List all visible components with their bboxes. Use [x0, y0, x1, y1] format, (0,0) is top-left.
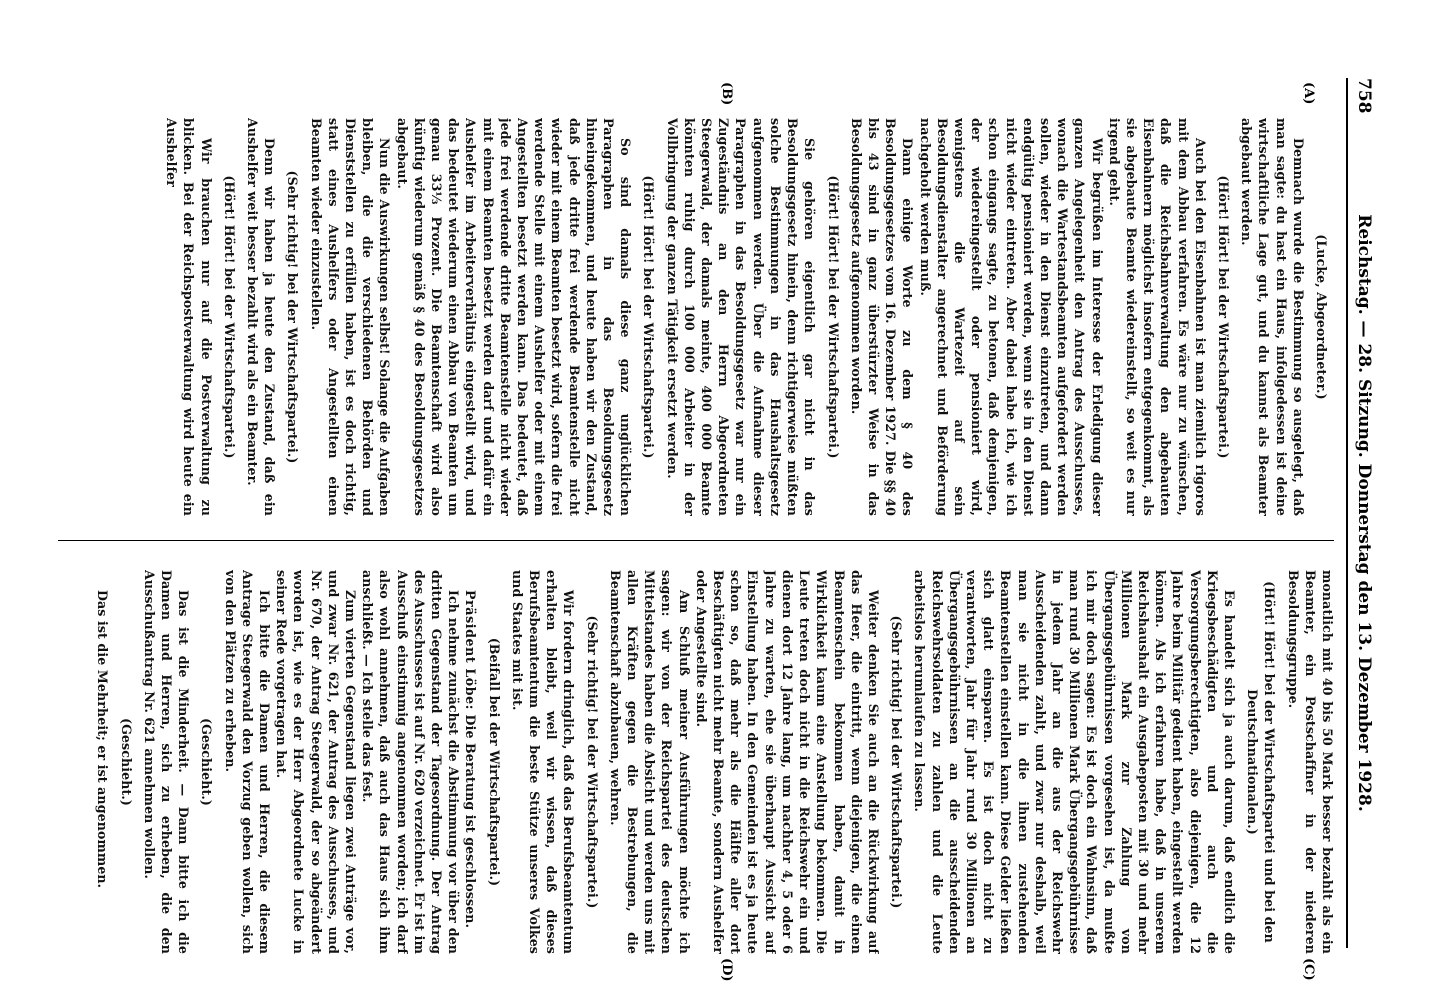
column-divider: [58, 540, 1334, 541]
running-header: [1346, 78, 1382, 948]
speaker-name: Präsident Löbe:: [463, 590, 479, 711]
right-column: [58, 570, 1336, 954]
paragraph: Das ist die Mehrheit; er ist angenommen.: [95, 590, 111, 889]
interjection: (Hört! Hört! bei der Wirtschaftspartei.): [825, 175, 841, 459]
president-statement: Die Beratung ist geschlossen.: [463, 714, 479, 929]
margin-mark-d: (D): [719, 958, 734, 982]
paragraph: Auch bei den Eisenbahnen ist man ziemlich rigoros mit dem Abbau verfahren. Es wäre nur zu wünschen, daß die Reichsbahnverwaltung den abgebauten Eisenbahnern möglichst insofern entgegenkommt, als sie abgebaute Beamte wiedereinstellt, so weit es nur irgend geht.: [1106, 118, 1208, 516]
margin-mark-b: (B): [719, 82, 734, 106]
page-number: 758: [1354, 78, 1374, 114]
interjection: (Hört! Hört! bei der Wirtschaftspartei und bei den Deutschnationalen.): [1245, 581, 1278, 943]
paragraph: Wir begrüßen im Interesse der Erledigung dieser ganzen Angelegenheit den Antrag des Ausschusses, wonach die Wartestandsbeamten aufgefordert werden sollen, wieder in den Dienst einzutreten, und dann endgültig pensioniert werden, wenn sie in den Dienst nicht wieder eintreten. Aber dabei habe ich, wie ich schon eingangs sagte, zu betonen, daß demjenigen, der wiedereingestellt oder pensioniert wird, wenigstens die Wartezeit auf sein Besoldungsdienstalter angerechnet und Beförderung nachgeholt werden muß.: [917, 118, 1105, 516]
interjection: (Sehr richtig! bei der Wirtschaftspartei.): [889, 615, 905, 909]
interjection: (Hört! Hört! bei der Wirtschaftspartei.): [221, 175, 237, 459]
speaker-line: (Lucke, Abgeordneter.): [1314, 234, 1329, 400]
margin-mark-c: (C): [1301, 958, 1316, 981]
paragraph: Demnach wurde die Bestimmung so ausgelegt, daß man sagte: du hast ein Haus, infolgedessen ist deine wirtschaftliche Lage gut, und du kannst als Beamter abgebaut werden.: [1239, 118, 1306, 516]
interjection: (Geschieht.): [118, 718, 134, 806]
interjection: (Beifall bei der Wirtschaftspartei.): [486, 637, 502, 887]
paragraph: Nun die Auswirkungen selbst! Solange die Aufgaben bleiben, die die verschiedenen Behörden und Dienststellen zu erfüllen haben, ist es doch richtig, statt eines Aushelfers oder Angestellten einen Beamten wieder einzustellen.: [308, 118, 393, 516]
paragraph: Ich nehme zunächst die Abstimmung vor über den dritten Gegenstand der Tagesordnung. Der Antrag des Ausschusses ist auf Nr. 620 verzeichnet. Er ist im Ausschuß einstimmig angenommen worden; ich darf also wohl annehmen, daß auch das Haus sich ihm anschließt. — Ich stelle das fest.: [360, 570, 462, 954]
left-column: [58, 118, 1336, 516]
paragraph: Wir fordern dringlich, daß das Berufsbeamtentum erhalten bleibt, weil wir wissen, daß dieses Berufsbeamtentum die beste Stütze unseres Volkes und Staates mit ist.: [509, 570, 577, 954]
paragraph: Weiter denken Sie auch an die Rückwirkung auf das Heer, die eintritt, wenn diejenigen, die einen Beamtenschein bekommen haben, damit in Wirklichkeit kaum eine Anstellung bekommen. Die Leute treten doch nicht in die Reichswehr ein und dienen dort 12 Jahre lang, um nachher 4, 5 oder 6 Jahre zu warten, ehe sie überhaupt Aussicht auf Einstellung haben. In den Gemeinden ist es ja heute schon so, daß mehr als die Hälfte aller dort Beschäftigten nicht mehr Beamte, sondern Aushelfer oder Angestellte sind.: [693, 570, 881, 954]
paragraph: Ich bitte die Damen und Herren, die diesem Antrage Steegerwald den Vorzug geben wollen, sich von den Plätzen zu erheben.: [222, 570, 273, 954]
interjection: (Sehr richtig! bei der Wirtschaftspartei.): [584, 615, 600, 909]
paragraph: Das ist die Minderheit. — Dann bitte ich die Damen und Herren, sich zu erheben, die den Ausschußantrag Nr. 621 annehmen wollen.: [141, 570, 192, 954]
paragraph: Sie gehören eigentlich gar nicht in das Besoldungsgesetz hinein, denn richtigerweise müßten solche Bestimmungen in das Haushaltsgesetz aufgenommen werden. Über die Aufnahme dieser Paragraphen in das Besoldungsgesetz war nur ein Zugeständnis an den Herrn Abgeordneten Steegerwald, der damals meinte, 400 000 Beamte könnten ruhig durch 100 000 Arbeiter in der Vollbringung der ganzen Tätigkeit ersetzt werden.: [664, 118, 818, 516]
interjection: (Sehr richtig! bei der Wirtschaftspartei.): [285, 170, 301, 464]
paragraph: monatlich mit 40 bis 50 Mark besser bezahlt als ein Beamter, ein Postschaffner in der niederen Besoldungsgruppe.: [1285, 570, 1335, 954]
paragraph: So sind damals diese ganz unglücklichen Paragraphen in das Besoldungsgesetz hineingekommen, und heute haben wir den Zustand, daß jede dritte frei werdende Beamtenstelle nicht wieder mit einem Beamten besetzt wird, sofern die frei werdende Stelle mit einem Aushelfer oder mit einem Angestellten besetzt werden kann. Das bedeutet, daß jede frei werdende dritte Beamtenstelle nicht wieder mit einem Beamten besetzt werden darf und dafür ein Aushelfer im Arbeiterverhältnis eingestellt wird, und das bedeutet wiederum einen Abbau von Beamten um genau 33⅓ Prozent. Die Beamtenschaft wird also künftig wiederum gemäß § 40 des Besoldungsgesetzes abgebaut.: [394, 118, 634, 516]
interjection: (Hört! Hört! bei der Wirtschaftspartei.): [641, 175, 657, 459]
margin-mark-a: (A): [1301, 82, 1316, 105]
president-paragraph: [462, 570, 479, 954]
page-title: Reichstag. — 28. Sitzung. Donnerstag den 13. Dezember 1928.: [1354, 214, 1374, 812]
paragraph: Zum vierten Gegenstand liegen zwei Anträge vor, und zwar Nr. 621, der Antrag des Ausschusses, und Nr. 670, der Antrag Steegerwald, der so abgeändert worden ist, wie es der Herr Abgeordnete Lucke in seiner Rede vorgetragen hat.: [274, 570, 359, 954]
paragraph: Denn wir haben ja heute den Zustand, daß ein Aushelfer weit besser bezahlt wird als ein Beamter.: [245, 118, 278, 516]
interjection: (Geschieht.): [199, 718, 215, 806]
paragraph: Es handelt sich ja auch darum, daß endlich die Kriegsbeschädigten und auch die Versorgungsberechtigten, also diejenigen, die 12 Jahre beim Militär gedient haben, eingestellt werden können. Als ich erfahren habe, daß in unserem Reichshaushalt ein Ausgabeposten mit 30 und mehr Millionen Mark zur Zahlung von Übergangsgebührnissen vorgesehen ist, da mußte ich mir doch sagen: Es ist doch ein Wahnsinn, daß man rund 30 Millionen Mark Übergangsgebührnisse in jedem Jahr an die aus der Reichswehr Ausscheidenden zahlt, und zwar nur deshalb, weil man sie nicht in die ihnen zustehenden Beamtenstellen einstellen kann. Diese Gelder ließen sich glatt einsparen. Es ist doch nicht zu verantworten, Jahr für Jahr rund 30 Millionen an Übergangsgebührnissen an die ausscheidenden Reichswehrsoldaten zu zahlen und die Leute arbeitslos herumlaufen zu lassen.: [912, 570, 1237, 954]
paragraph: Dann einige Worte zu dem § 40 des Besoldungsgesetzes vom 16. Dezember 1927. Die §§ 40 bis 43 sind in ganz überstürzter Weise in das Besoldungsgesetz aufgenommen worden.: [848, 118, 916, 516]
paragraph: Wir brauchen nur auf die Postverwaltung zu blicken. Bei der Reichspostverwaltung wird heute ein Aushelfer: [164, 118, 214, 516]
interjection: (Hört! Hört! bei der Wirtschaftspartei.): [1215, 175, 1231, 459]
paragraph: Am Schluß meiner Ausführungen möchte ich sagen: wir von der Reichspartei des deutschen Mittelstandes haben die Absicht und werden uns mit allen Kräften gegen die Bestrebungen, die Beamtenschaft abzubauen, wehren.: [607, 570, 692, 954]
